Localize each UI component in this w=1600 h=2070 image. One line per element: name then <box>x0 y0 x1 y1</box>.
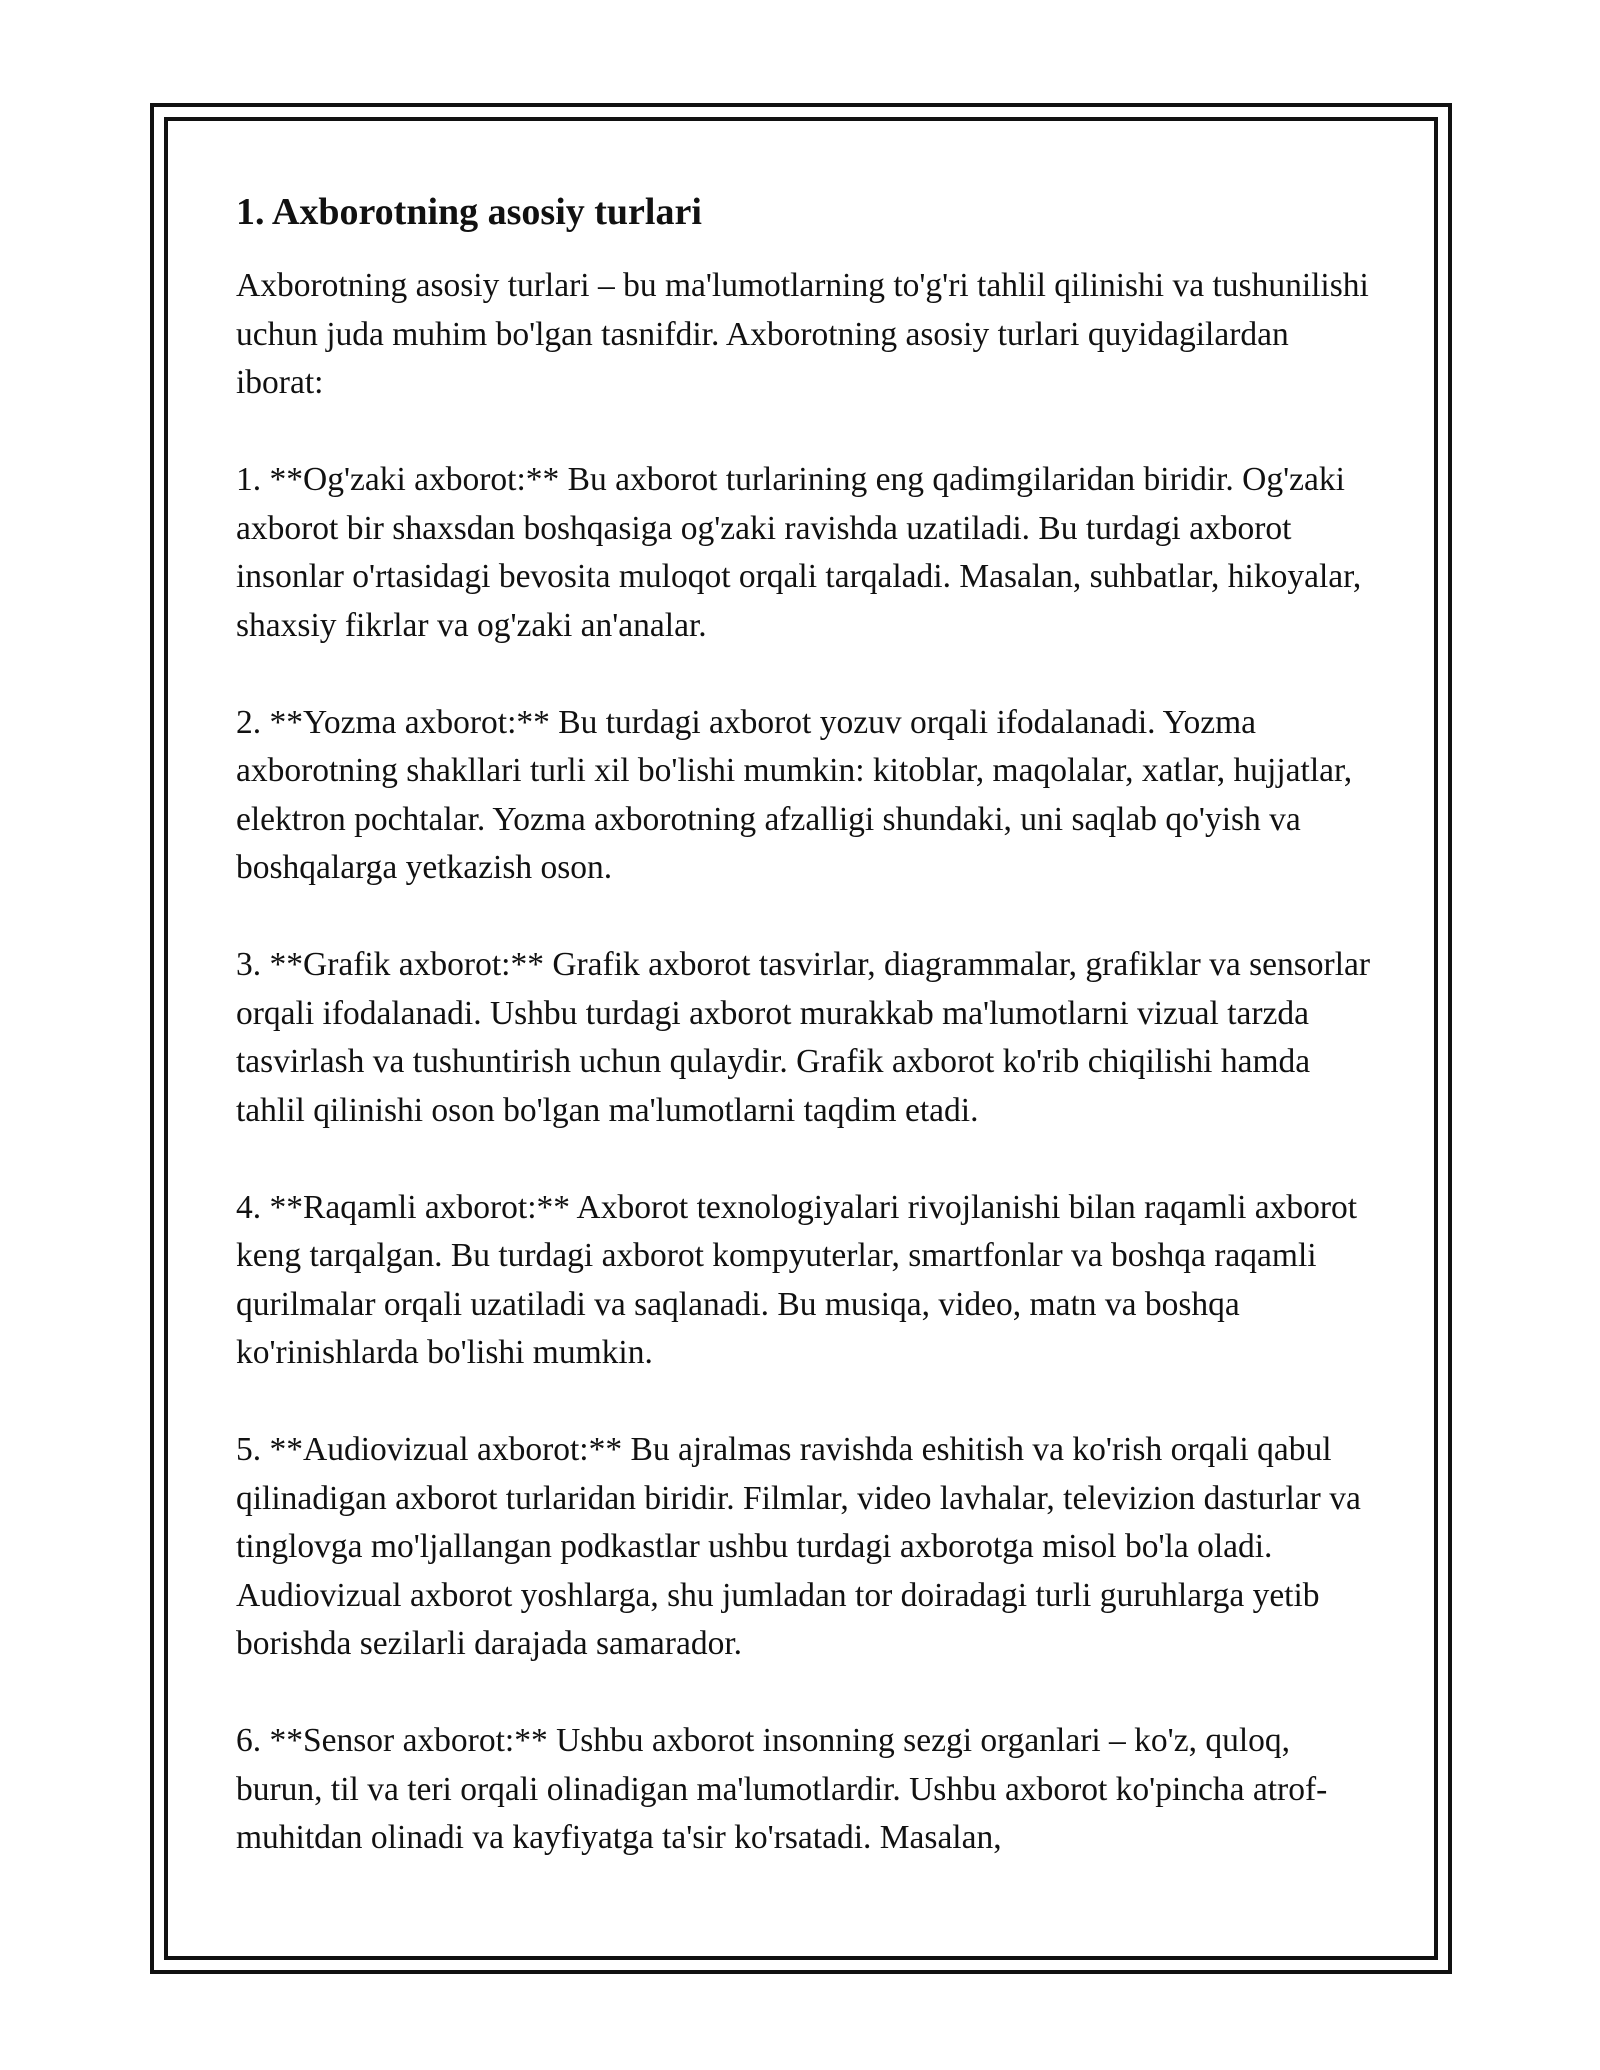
paragraph-intro: Axborotning asosiy turlari – bu ma'lumotlarning to'g'ri tahlil qilinishi va tushunilishi uchun juda muhim bo'lgan tasnifdir. Axborotning asosiy turlari quyidagilardan iborat: <box>236 267 1369 401</box>
paragraph-item-4: 4. **Raqamli axborot:** Axborot texnologiyalari rivojlanishi bilan raqamli axborot keng tarqalgan. Bu turdagi axborot kompyuterlar, smartfonlar va boshqa raqamli qurilmalar orqali uzatiladi va saqlanadi. Bu musiqa, video, matn va boshqa ko'rinishlarda bo'lishi mumkin. <box>236 1188 1358 1371</box>
paragraph-item-6: 6. **Sensor axborot:** Ushbu axborot insonning sezgi organlari – ko'z, quloq, burun, til va teri orqali olinadigan ma'lumotlardir. Ushbu axborot ko'pincha atrof-muhitdan olinadi va kayfiyatga ta'sir ko'rsatadi. Masalan, <box>236 1722 1328 1856</box>
paragraph-item-2: 2. **Yozma axborot:** Bu turdagi axborot yozuv orqali ifodalanadi. Yozma axborotning shakllari turli xil bo'lishi mumkin: kitoblar, maqolalar, xatlar, hujjatlar, elektron pochtalar. Yozma axborotning afzalligi shundaki, uni saqlab qo'yish va boshqalarga yetkazish oson. <box>236 703 1353 886</box>
paragraph-item-1: 1. **Og'zaki axborot:** Bu axborot turlarining eng qadimgilaridan biridir. Og'zaki axborot bir shaxsdan boshqasiga og'zaki ravishda uzatiladi. Bu turdagi axborot insonlar o'rtasidagi bevosita muloqot orqali tarqaladi. Masalan, suhbatlar, hikoyalar, shaxsiy fikrlar va og'zaki an'analar. <box>236 461 1362 644</box>
section-title: 1. Axborotning asosiy turlari <box>236 191 702 233</box>
paragraph-item-3: 3. **Grafik axborot:** Grafik axborot tasvirlar, diagrammalar, grafiklar va sensorlar orqali ifodalanadi. Ushbu turdagi axborot murakkab ma'lumotlarni vizual tarzda tasvirlash va tushuntirish uchun qulaydir. Grafik axborot ko'rib chiqilishi hamda tahlil qilinishi oson bo'lgan ma'lumotlarni taqdim etadi. <box>236 946 1371 1129</box>
paragraph-item-5: 5. **Audiovizual axborot:** Bu ajralmas ravishda eshitish va ko'rish orqali qabul qilinadigan axborot turlaridan biridir. Filmlar, video lavhalar, televizion dasturlar va tinglovga mo'ljallangan podkastlar ushbu turdagi axborotga misol bo'la oladi. Audiovizual axborot yoshlarga, shu jumladan tor doiradagi turli guruhlarga yetib borishda sezilarli darajada samarador. <box>236 1431 1361 1662</box>
document-body <box>236 188 1372 1911</box>
